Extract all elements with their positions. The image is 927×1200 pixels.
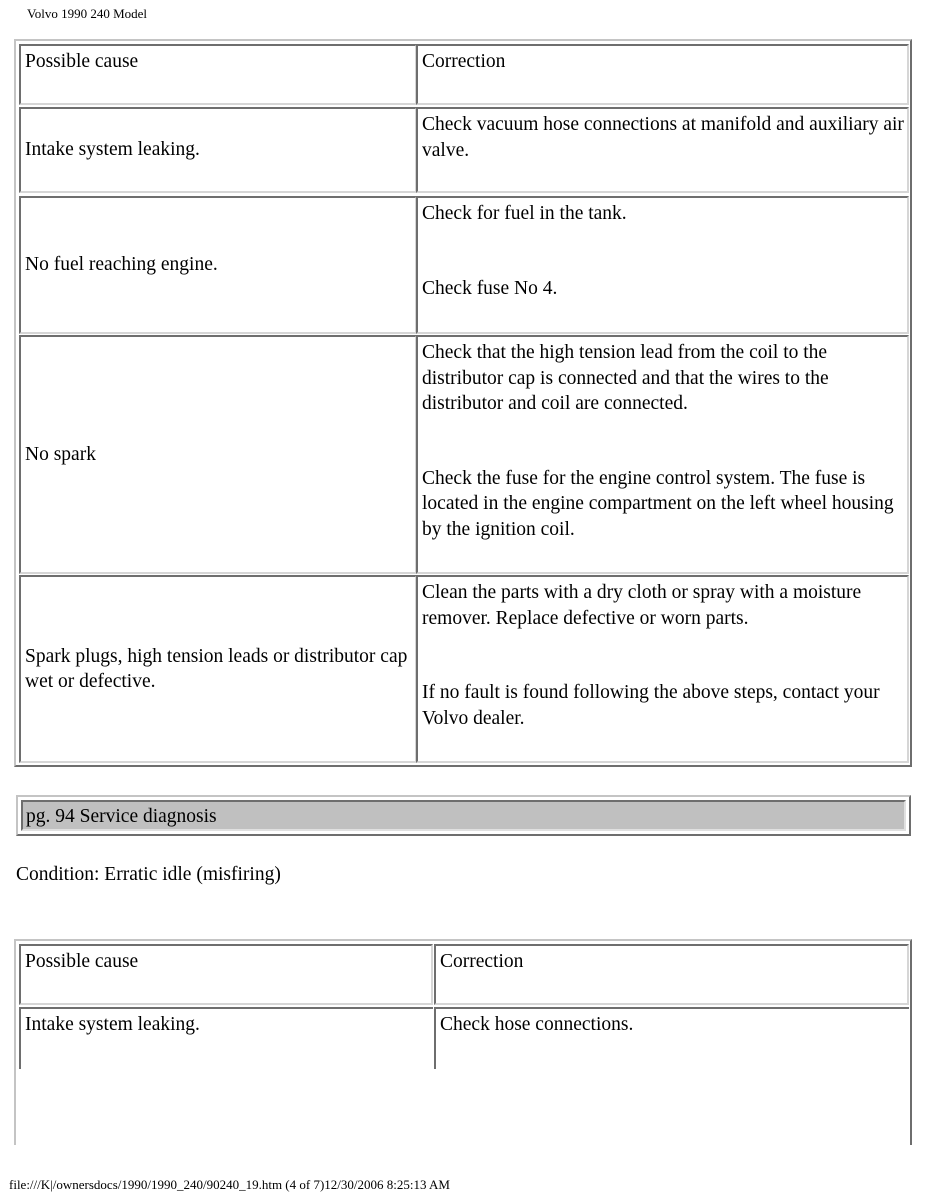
row-2-correction [416, 196, 909, 334]
row-1-cause [19, 1007, 433, 1069]
diagnosis-table-2 [14, 939, 912, 1145]
correction-text: Check for fuel in the tank. [422, 203, 627, 224]
header-cause: Possible cause [19, 944, 433, 1005]
correction-text: If no fault is found following the above steps, contact your Volvo dealer. [422, 682, 880, 729]
correction-text: Check fuse No 4. [422, 277, 558, 299]
header-correction: Correction [416, 44, 909, 105]
diagnosis-table [14, 39, 912, 767]
correction-text: Check the fuse for the engine control system. The fuse is located in the engine compartment on the left wheel housing by the ignition coil. [422, 467, 894, 540]
row-1-cause [19, 107, 417, 193]
correction-text: Check vacuum hose connections at manifold and auxiliary air valve. [422, 114, 904, 161]
header-cause: Possible cause [19, 44, 417, 105]
footer-path: file:///K|/ownersdocs/1990/1990_240/90240_19.htm (4 of 7)12/30/2006 8:25:13 AM [9, 1177, 450, 1192]
row-4-cause [19, 575, 417, 763]
row-2-cause [19, 196, 417, 334]
correction-text: Clean the parts with a dry cloth or spray with a moisture remover. Replace defective or worn parts. [422, 582, 862, 629]
cause-text: Spark plugs, high tension leads or distributor cap wet or defective. [25, 645, 408, 692]
row-3-cause [19, 335, 417, 574]
page-header-title: Volvo 1990 240 Model [27, 6, 148, 21]
row-4-correction [416, 575, 909, 763]
correction-text: Check hose connections. [440, 1014, 634, 1035]
correction-text: Check that the high tension lead from the coil to the distributor cap is connected and that the wires to the distributor and coil are connected. [422, 342, 829, 414]
cause-text: No fuel reaching engine. [25, 254, 218, 276]
row-3-correction [416, 335, 909, 574]
row-1-correction [434, 1007, 909, 1069]
cause-text: No spark [25, 443, 96, 465]
section-bar [16, 795, 911, 836]
cause-text: Intake system leaking. [25, 1014, 200, 1035]
cause-text: Intake system leaking. [25, 139, 200, 161]
row-1-correction [416, 107, 909, 193]
condition-text: Condition: Erratic idle (misfiring) [16, 864, 281, 885]
header-correction: Correction [434, 944, 909, 1005]
section-title: pg. 94 Service diagnosis [21, 800, 906, 831]
